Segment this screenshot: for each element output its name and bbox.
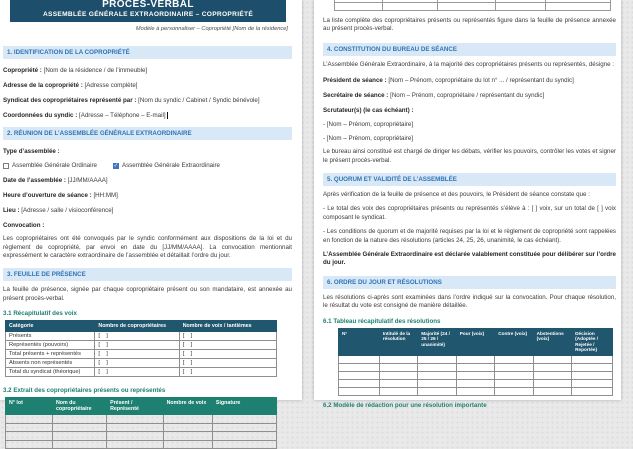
votes-summary-table — [5, 320, 277, 377]
empty-cell[interactable] — [379, 380, 417, 388]
empty-cell[interactable] — [107, 423, 164, 432]
column-header: Contre (voix) — [495, 328, 533, 355]
section-6-heading: 6. ORDRE DU JOUR ET RÉSOLUTIONS — [323, 276, 616, 289]
field-label: Type d’assemblée : — [3, 148, 60, 156]
empty-cell[interactable] — [456, 372, 494, 380]
empty-cell[interactable] — [212, 432, 276, 441]
empty-cell[interactable] — [456, 388, 494, 396]
field-placeholder[interactable]: [Nom du syndic / Cabinet / Syndic bénévole] — [138, 97, 260, 104]
empty-cell[interactable] — [533, 380, 571, 388]
column-header: Majorité (24 / 25 / 26 / unanimité) — [418, 328, 456, 355]
subheading-3-1: 3.1 Récapitulatif des voix — [3, 310, 77, 318]
column-header: Nombre de copropriétaires — [95, 321, 179, 332]
empty-cell[interactable] — [6, 440, 53, 449]
empty-cell[interactable] — [163, 415, 212, 424]
empty-cell[interactable] — [572, 388, 613, 396]
assembly-type-options — [3, 162, 292, 169]
empty-cell[interactable] — [533, 372, 571, 380]
empty-cell[interactable] — [107, 432, 164, 441]
table-row — [6, 350, 277, 359]
table-header-row — [6, 398, 277, 415]
subheading-6-2: 6.2 Modèle de rédaction pour une résolution importante — [323, 402, 487, 410]
empty-cell[interactable] — [418, 372, 456, 380]
table-row — [339, 388, 613, 396]
column-header: Nombre de voix / tantièmes — [179, 321, 276, 332]
field-label: Secrétaire de séance : — [323, 92, 389, 100]
field-label: Convocation : — [3, 222, 45, 230]
field-label: Date de l’assemblée : — [3, 177, 66, 185]
field-label: Copropriété : — [3, 67, 42, 74]
column-header: Abstentions (voix) — [533, 328, 571, 355]
option-assemblee-ordinaire[interactable] — [3, 162, 97, 169]
convocation-paragraph: Les copropriétaires ont été convoqués par le syndic conformément aux dispositions de la loi et du règlement de copropriété, par envoi en date du [JJ/MM/AAAA]. La convocation mentionnait expressément le caractère extraordinaire de l’assemblée et détaillait l’ordre du jour. — [3, 235, 292, 259]
resolutions-intro: Les résolutions ci-après sont examinées dans l’ordre indiqué sur la convocation. Pour chaque résolution, le résultat du vote est consigné de manière détaillée. — [323, 293, 616, 310]
empty-cell[interactable] — [495, 372, 533, 380]
empty-cell[interactable] — [379, 356, 417, 364]
table-row — [6, 332, 277, 341]
empty-cell[interactable] — [52, 415, 106, 424]
table-row — [6, 440, 277, 449]
table-row — [339, 372, 613, 380]
row-label: Total du syndicat (théorique) — [6, 368, 95, 377]
table-row — [339, 364, 613, 372]
field-label: Adresse de la copropriété : — [3, 82, 83, 89]
empty-cell[interactable] — [6, 432, 53, 441]
field-label: Scrutateur(s) (le cas échéant) : — [323, 107, 414, 115]
empty-cell[interactable] — [52, 432, 106, 441]
table-row — [335, 3, 611, 11]
table-header-row — [339, 328, 613, 355]
empty-cell[interactable] — [572, 372, 613, 380]
value-cell[interactable]: [ ] — [95, 332, 179, 341]
row-label: Absents non représentés — [6, 359, 95, 368]
field-placeholder[interactable]: [Nom – Prénom, copropriétaire du lot n° ... / représentant du syndic] — [388, 77, 574, 85]
section-3-heading: 3. FEUILLE DE PRÉSENCE — [3, 268, 292, 281]
empty-cell[interactable] — [212, 423, 276, 432]
value-cell[interactable]: [ ] — [95, 368, 179, 377]
field-adresse — [3, 82, 292, 89]
subheading-6-1: 6.1 Tableau récapitulatif des résolutions — [323, 317, 441, 325]
field-president — [323, 77, 616, 84]
value-cell[interactable]: [ ] — [179, 341, 276, 350]
value-cell[interactable]: [ ] — [179, 368, 276, 377]
option-label: Assemblée Générale Extraordinaire — [121, 162, 220, 170]
row-label: Représentés (pouvoirs) — [6, 341, 95, 350]
scrutineer-item[interactable]: - [Nom – Prénom, copropriétaire] — [323, 135, 414, 143]
checkbox-checked-icon[interactable]: ✓ — [113, 162, 119, 169]
row-label: Total présents + représentés — [6, 350, 95, 359]
empty-cell[interactable] — [52, 423, 106, 432]
row-label: Présents — [6, 332, 95, 341]
column-header: Signature — [212, 398, 276, 415]
field-placeholder[interactable]: [Nom – Prénom, copropriétaire / représentant du syndic] — [390, 92, 545, 100]
empty-cell[interactable] — [339, 388, 380, 396]
section-5-heading: 5. QUORUM ET VALIDITÉ DE L’ASSEMBLÉE — [323, 173, 616, 186]
table-row — [6, 359, 277, 368]
column-header: Catégorie — [6, 321, 95, 332]
table-row — [6, 368, 277, 377]
empty-cell[interactable] — [339, 364, 380, 372]
title-banner — [10, 0, 286, 22]
value-cell[interactable]: [ ] — [95, 359, 179, 368]
field-copropriete — [3, 67, 292, 74]
empty-cell[interactable] — [107, 440, 164, 449]
field-label: Heure d’ouverture de séance : — [3, 192, 92, 200]
value-cell[interactable]: [ ] — [179, 350, 276, 359]
quorum-conclusion: L’Assemblée Générale Extraordinaire est déclarée valablement constituée pour délibérer sur l’ordre du jour. — [323, 251, 616, 267]
column-header: Nombre de voix — [163, 398, 212, 415]
empty-cell[interactable] — [495, 356, 533, 364]
empty-cell[interactable] — [418, 364, 456, 372]
resolutions-table — [338, 328, 613, 396]
table-row — [6, 415, 277, 424]
section-2-heading: 2. RÉUNION DE L’ASSEMBLÉE GÉNÉRALE EXTRAORDINAIRE — [3, 127, 292, 140]
checkbox-unchecked-icon[interactable] — [3, 163, 9, 169]
empty-cell[interactable] — [163, 440, 212, 449]
assembly-type-label — [3, 148, 292, 155]
subheading-3-2: 3.2 Extrait des copropriétaires présents ou représentés — [3, 387, 166, 395]
empty-cell[interactable] — [495, 380, 533, 388]
empty-cell[interactable] — [6, 415, 53, 424]
column-header: Intitulé de la résolution — [379, 328, 417, 355]
document-page-2 — [314, 0, 621, 410]
empty-cell[interactable] — [379, 388, 417, 396]
empty-cell[interactable] — [418, 388, 456, 396]
table-row — [6, 423, 277, 432]
column-header: N° lot — [6, 398, 53, 415]
table-row — [339, 356, 613, 364]
field-placeholder[interactable]: [Adresse / salle / visioconférence] — [21, 207, 114, 215]
option-label: Assemblée Générale Ordinaire — [12, 162, 97, 170]
presence-note-paragraph: La liste complète des copropriétaires présents ou représentés figure dans la feuille de présence annexée au présent procès-verbal. — [323, 17, 616, 33]
table-header-row — [6, 321, 277, 332]
bureau-intro: L’Assemblée Générale Extraordinaire, à la majorité des copropriétaires présents ou représentés, désigne : — [323, 60, 614, 68]
table-row — [339, 380, 613, 388]
owners-table-continued — [334, 0, 611, 11]
empty-cell[interactable] — [533, 388, 571, 396]
empty-cell[interactable] — [418, 380, 456, 388]
field-date — [3, 177, 292, 184]
empty-cell[interactable] — [572, 356, 613, 364]
empty-cell[interactable] — [438, 3, 496, 11]
empty-cell[interactable] — [339, 356, 380, 364]
template-tagline: Modèle à personnaliser – Copropriété [Nom de la résidence] — [135, 26, 288, 32]
field-label: Lieu : — [3, 207, 20, 215]
empty-cell[interactable] — [495, 3, 545, 11]
quorum-item: - Le total des voix des copropriétaires présents ou représentés s’élève à : [ ] voix, sur un total de [ ] voix composant le syndicat. — [323, 205, 616, 221]
value-cell[interactable]: [ ] — [179, 332, 276, 341]
text-cursor — [167, 112, 168, 119]
document-title: PROCÈS-VERBAL — [102, 0, 194, 10]
empty-cell[interactable] — [163, 423, 212, 432]
field-placeholder[interactable]: [JJ/MM/AAAA] — [67, 177, 108, 185]
empty-cell[interactable] — [335, 3, 383, 11]
empty-cell[interactable] — [339, 380, 380, 388]
table-row — [6, 341, 277, 350]
value-cell[interactable]: [ ] — [95, 350, 179, 359]
field-label: Coordonnées du syndic : — [3, 112, 78, 120]
empty-cell[interactable] — [52, 440, 106, 449]
field-label: Syndicat des copropriétaires représenté par : — [3, 97, 137, 104]
field-placeholder[interactable]: [Adresse – Téléphone – E-mail] — [79, 112, 166, 120]
field-lieu — [3, 207, 292, 214]
empty-cell[interactable] — [572, 364, 613, 372]
empty-cell[interactable] — [339, 372, 380, 380]
document-page-1 — [0, 0, 302, 413]
section-4-heading: 4. CONSTITUTION DU BUREAU DE SÉANCE — [323, 43, 616, 56]
field-syndicat — [3, 97, 292, 104]
section-1-heading: 1. IDENTIFICATION DE LA COPROPRIÉTÉ — [3, 46, 292, 59]
empty-cell[interactable] — [163, 432, 212, 441]
empty-cell[interactable] — [382, 3, 437, 11]
field-placeholder[interactable]: [Adresse complète] — [84, 82, 138, 89]
empty-cell[interactable] — [533, 364, 571, 372]
column-header: Décision (Adoptée / Rejetée / Reportée) — [572, 328, 613, 355]
table-row — [6, 432, 277, 441]
field-placeholder[interactable]: [Nom de la résidence / de l’immeuble] — [43, 67, 148, 74]
empty-cell[interactable] — [379, 364, 417, 372]
bureau-outro-paragraph: Le bureau ainsi constitué est chargé de diriger les débats, vérifier les pouvoirs, contrôler les votes et signer le présent procès-verbal. — [323, 148, 616, 164]
empty-cell[interactable] — [212, 440, 276, 449]
owners-table — [5, 397, 277, 449]
column-header: Nom du copropriétaire — [52, 398, 106, 415]
empty-cell[interactable] — [456, 356, 494, 364]
empty-cell[interactable] — [495, 364, 533, 372]
quorum-item: - Les conditions de quorum et de majorité requises par la loi et le règlement de copropriété sont rappelées en fonction de la nature des résolutions (articles 24, 25, 26, unanimité, le cas échéant). — [323, 228, 616, 244]
empty-cell[interactable] — [456, 364, 494, 372]
empty-cell[interactable] — [572, 380, 613, 388]
empty-cell[interactable] — [533, 356, 571, 364]
empty-cell[interactable] — [107, 415, 164, 424]
column-header: Présent / Représenté — [107, 398, 164, 415]
convocation-label — [3, 222, 292, 229]
column-header: Pour (voix) — [456, 328, 494, 355]
option-assemblee-extraordinaire[interactable] — [113, 162, 220, 169]
document-subtitle: ASSEMBLÉE GÉNÉRALE EXTRAORDINAIRE – COPROPRIÉTÉ — [42, 11, 254, 18]
presence-intro-paragraph: La feuille de présence, signée par chaque copropriétaire présent ou son mandataire, est annexée au présent procès-verbal. — [3, 286, 292, 302]
empty-cell[interactable] — [456, 380, 494, 388]
field-secretaire — [323, 92, 616, 99]
column-header: N° — [339, 328, 380, 355]
field-coordonnees — [3, 112, 292, 119]
value-cell[interactable]: [ ] — [95, 341, 179, 350]
empty-cell[interactable] — [212, 415, 276, 424]
empty-cell[interactable] — [418, 356, 456, 364]
empty-cell[interactable] — [495, 388, 533, 396]
field-label: Président de séance : — [323, 77, 387, 85]
field-placeholder[interactable]: [HH:MM] — [93, 192, 118, 200]
empty-cell[interactable] — [545, 3, 610, 11]
scrutineer-item[interactable]: - [Nom – Prénom, copropriétaire] — [323, 121, 414, 129]
field-heure — [3, 192, 292, 199]
scrutineers-label — [323, 107, 616, 114]
empty-cell[interactable] — [379, 372, 417, 380]
empty-cell[interactable] — [6, 423, 53, 432]
quorum-intro: Après vérification de la feuille de présence et des pouvoirs, le Président de séance constate que : — [323, 191, 590, 199]
value-cell[interactable]: [ ] — [179, 359, 276, 368]
